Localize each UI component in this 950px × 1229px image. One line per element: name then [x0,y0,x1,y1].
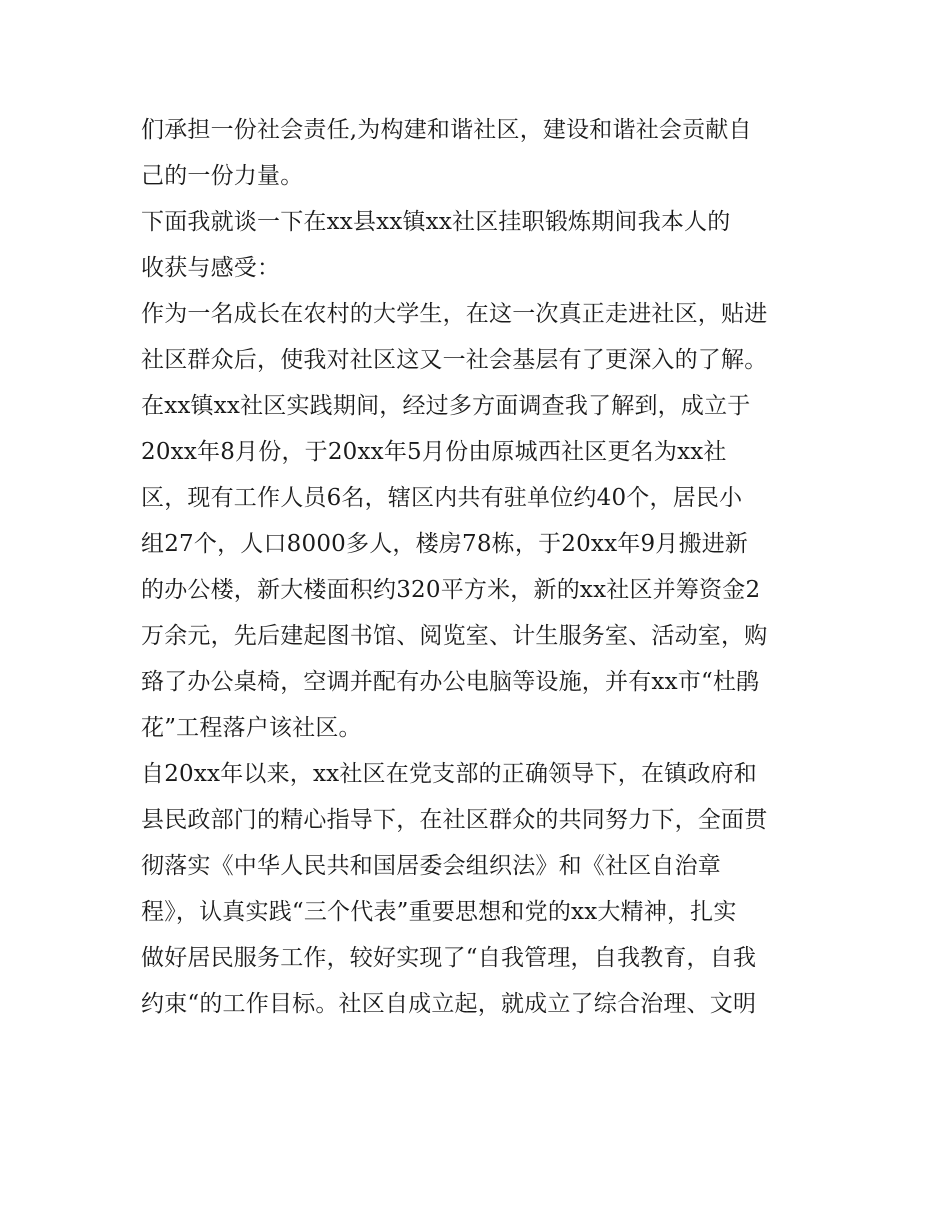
text-line: 臵了办公桌椅，空调并配有办公电脑等设施，并有xx市“杜鹃 [141,669,760,695]
document-body [141,107,821,1027]
text-line: 县民政部门的精心指导下，在社区群众的共同努力下，全面贯 [141,807,768,833]
text-line: 约束“的工作目标。社区自成立起，就成立了综合治理、文明 [141,991,757,1017]
text-line: 区，现有工作人员6名，辖区内共有驻单位约40个，居民小 [141,485,743,511]
text-line: 下面我就谈一下在xx县xx镇xx社区挂职锻炼期间我本人的 [141,209,731,235]
text-line: 组27个，人口8000多人，楼房78栋，于20xx年9月搬进新 [141,531,749,557]
text-line: 万余元，先后建起图书馆、阅览室、计生服务室、活动室，购 [141,623,768,649]
text-line: 彻落实《中华人民共和国居委会组织法》和《社区自治章 [141,853,721,879]
text-line: 花”工程落户该社区。 [141,715,362,741]
text-line: 作为一名成长在农村的大学生，在这一次真正走进社区，贴进 [141,301,768,327]
text-line: 自20xx年以来，xx社区在党支部的正确领导下，在镇政府和 [141,761,757,787]
text-line: 己的一份力量。 [141,163,304,189]
text-line: 程》，认真实践“三个代表”重要思想和党的xx大精神，扎实 [141,899,737,925]
text-line: 社区群众后，使我对社区这又一社会基层有了更深入的了解。 [141,347,768,373]
text-line: 做好居民服务工作，较好实现了“自我管理，自我教育，自我 [141,945,757,971]
text-line: 收获与感受： [141,255,281,281]
text-line: 们承担一份社会责任,为构建和谐社区，建设和谐社会贡献自 [141,117,752,143]
text-line: 的办公楼，新大楼面积约320平方米，新的xx社区并筹资金2 [141,577,761,603]
text-line: 20xx年8月份，于20xx年5月份由原城西社区更名为xx社 [141,439,727,465]
text-line: 在xx镇xx社区实践期间，经过多方面调查我了解到，成立于 [141,393,751,419]
